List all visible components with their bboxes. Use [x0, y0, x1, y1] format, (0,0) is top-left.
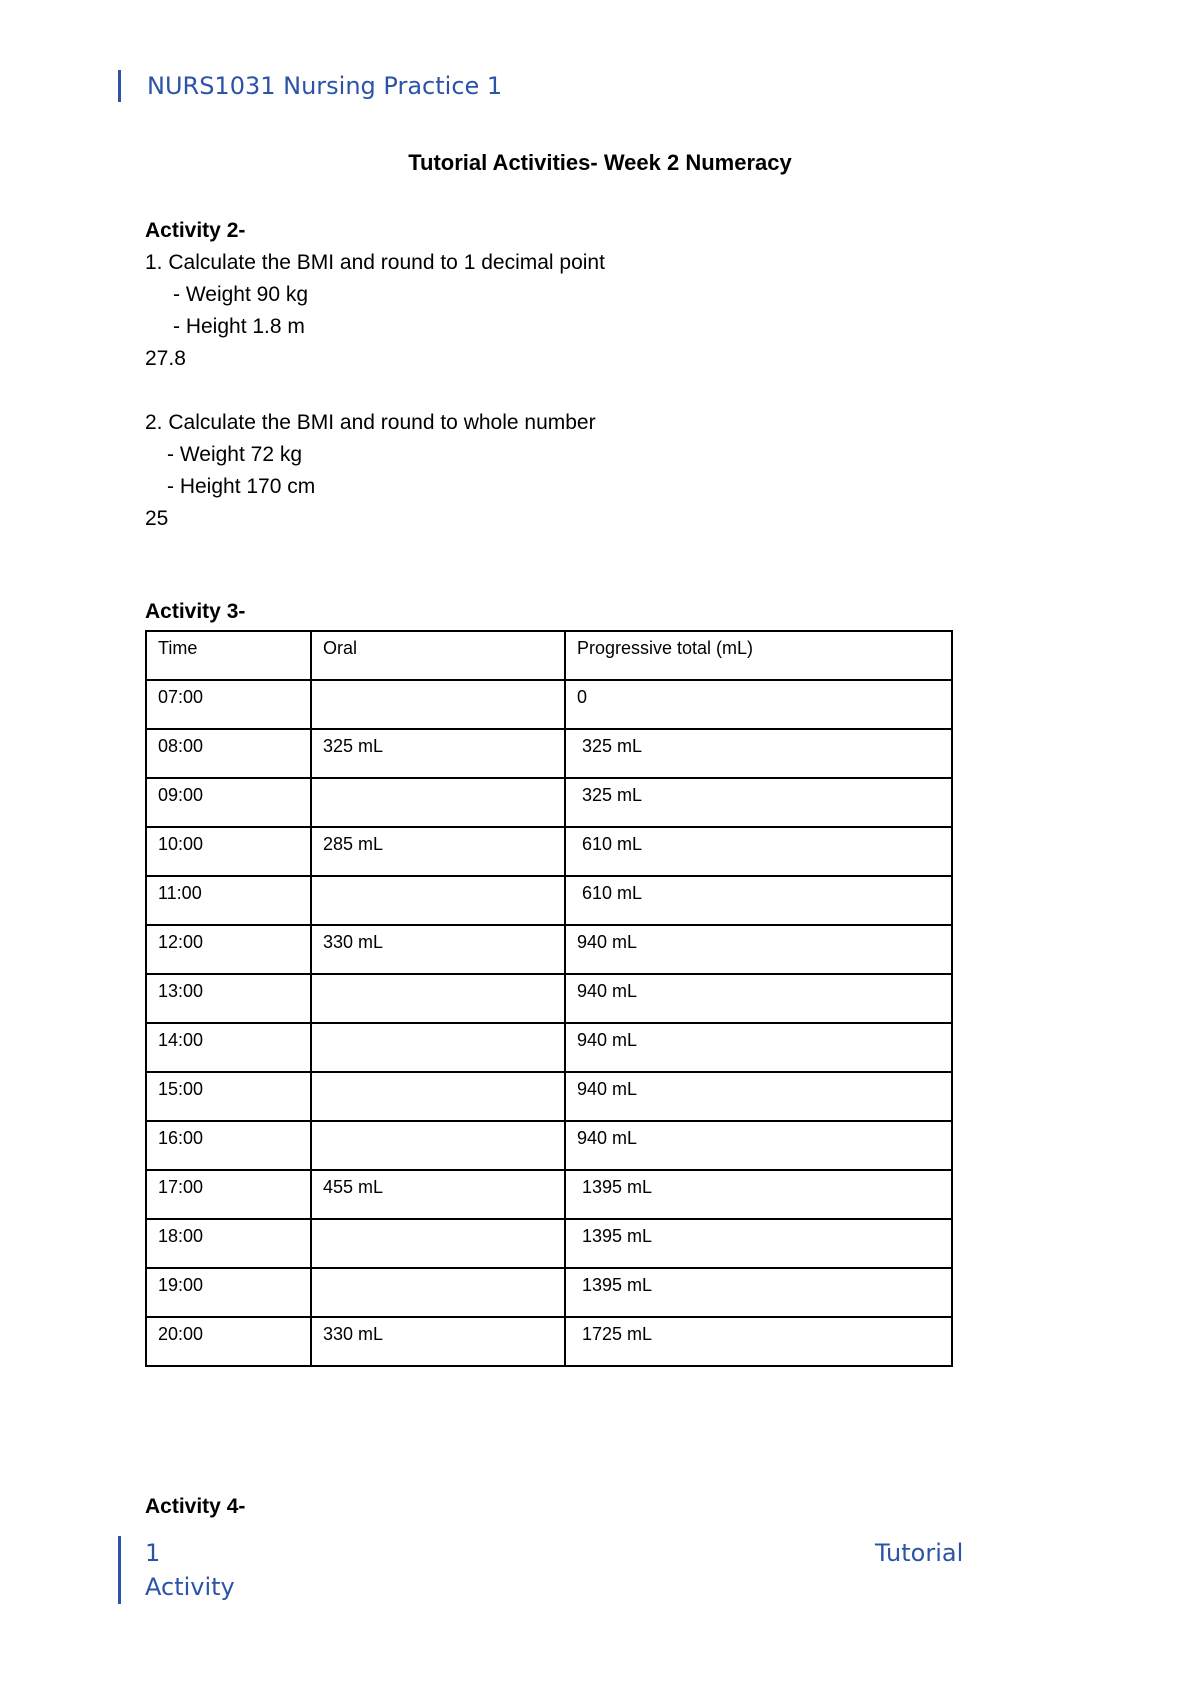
table-cell: 325 mL — [565, 729, 952, 778]
fluid-intake-table — [145, 630, 953, 1367]
table-row — [146, 1072, 952, 1121]
table-cell — [311, 974, 565, 1023]
table-row — [146, 974, 952, 1023]
table-cell: 12:00 — [146, 925, 311, 974]
table-cell — [311, 778, 565, 827]
table-cell: 15:00 — [146, 1072, 311, 1121]
activity-2-heading: Activity 2- — [145, 219, 246, 242]
table-row — [146, 680, 952, 729]
table-cell: 610 mL — [565, 876, 952, 925]
activity-4-heading: Activity 4- — [145, 1495, 246, 1518]
q1-prompt: 1. Calculate the BMI and round to 1 decimal point — [145, 251, 605, 274]
table-header-cell: Time — [146, 631, 311, 680]
table-cell: 0 — [565, 680, 952, 729]
footer-activity-label: Activity — [145, 1573, 235, 1601]
activity-3-heading: Activity 3- — [145, 600, 246, 623]
table-cell: 20:00 — [146, 1317, 311, 1366]
course-header — [118, 70, 502, 102]
table-row — [146, 925, 952, 974]
table-cell — [311, 1268, 565, 1317]
q2-weight: - Weight 72 kg — [167, 443, 303, 466]
table-row — [146, 1317, 952, 1366]
table-cell: 1725 mL — [565, 1317, 952, 1366]
table-cell: 19:00 — [146, 1268, 311, 1317]
q1-height: - Height 1.8 m — [173, 315, 305, 338]
table-cell: 1395 mL — [565, 1170, 952, 1219]
q1-weight: - Weight 90 kg — [173, 283, 309, 306]
activity-2-section — [145, 215, 1105, 535]
table-cell: 18:00 — [146, 1219, 311, 1268]
table-cell — [311, 1121, 565, 1170]
table-cell: 940 mL — [565, 1072, 952, 1121]
table-row — [146, 729, 952, 778]
footer-tutorial-label: Tutorial — [875, 1539, 964, 1567]
table-cell: 940 mL — [565, 974, 952, 1023]
table-cell — [311, 1072, 565, 1121]
course-title: NURS1031 Nursing Practice 1 — [147, 72, 503, 100]
table-cell: 940 mL — [565, 1121, 952, 1170]
table-cell: 07:00 — [146, 680, 311, 729]
table-row — [146, 1219, 952, 1268]
table-row — [146, 1268, 952, 1317]
table-row — [146, 827, 952, 876]
table-cell: 610 mL — [565, 827, 952, 876]
table-row — [146, 1023, 952, 1072]
table-row — [146, 1121, 952, 1170]
table-header-cell: Progressive total (mL) — [565, 631, 952, 680]
table-row — [146, 778, 952, 827]
table-cell: 14:00 — [146, 1023, 311, 1072]
table-cell: 940 mL — [565, 925, 952, 974]
table-cell: 330 mL — [311, 1317, 565, 1366]
table-cell: 325 mL — [565, 778, 952, 827]
footer-page-number: 1 — [145, 1539, 161, 1567]
table-cell: 1395 mL — [565, 1268, 952, 1317]
table-header-cell: Oral — [311, 631, 565, 680]
table-row — [146, 1170, 952, 1219]
q1-answer: 27.8 — [145, 347, 186, 370]
table-row — [146, 876, 952, 925]
table-cell — [311, 1023, 565, 1072]
footer-accent-bar — [118, 1536, 121, 1604]
table-cell: 08:00 — [146, 729, 311, 778]
table-cell — [311, 876, 565, 925]
table-cell: 11:00 — [146, 876, 311, 925]
table-cell: 285 mL — [311, 827, 565, 876]
table-cell — [311, 680, 565, 729]
table-header-row — [146, 631, 952, 680]
table-cell: 10:00 — [146, 827, 311, 876]
table-cell: 1395 mL — [565, 1219, 952, 1268]
table-cell: 16:00 — [146, 1121, 311, 1170]
page-title: Tutorial Activities- Week 2 Numeracy — [408, 150, 792, 175]
table-cell: 455 mL — [311, 1170, 565, 1219]
table-cell: 09:00 — [146, 778, 311, 827]
q2-answer: 25 — [145, 507, 169, 530]
table-cell: 325 mL — [311, 729, 565, 778]
table-cell: 17:00 — [146, 1170, 311, 1219]
q2-prompt: 2. Calculate the BMI and round to whole number — [145, 411, 596, 434]
q2-height: - Height 170 cm — [167, 475, 316, 498]
table-cell: 13:00 — [146, 974, 311, 1023]
fluid-table-body — [146, 631, 952, 1366]
table-cell: 940 mL — [565, 1023, 952, 1072]
table-cell — [311, 1219, 565, 1268]
table-cell: 330 mL — [311, 925, 565, 974]
